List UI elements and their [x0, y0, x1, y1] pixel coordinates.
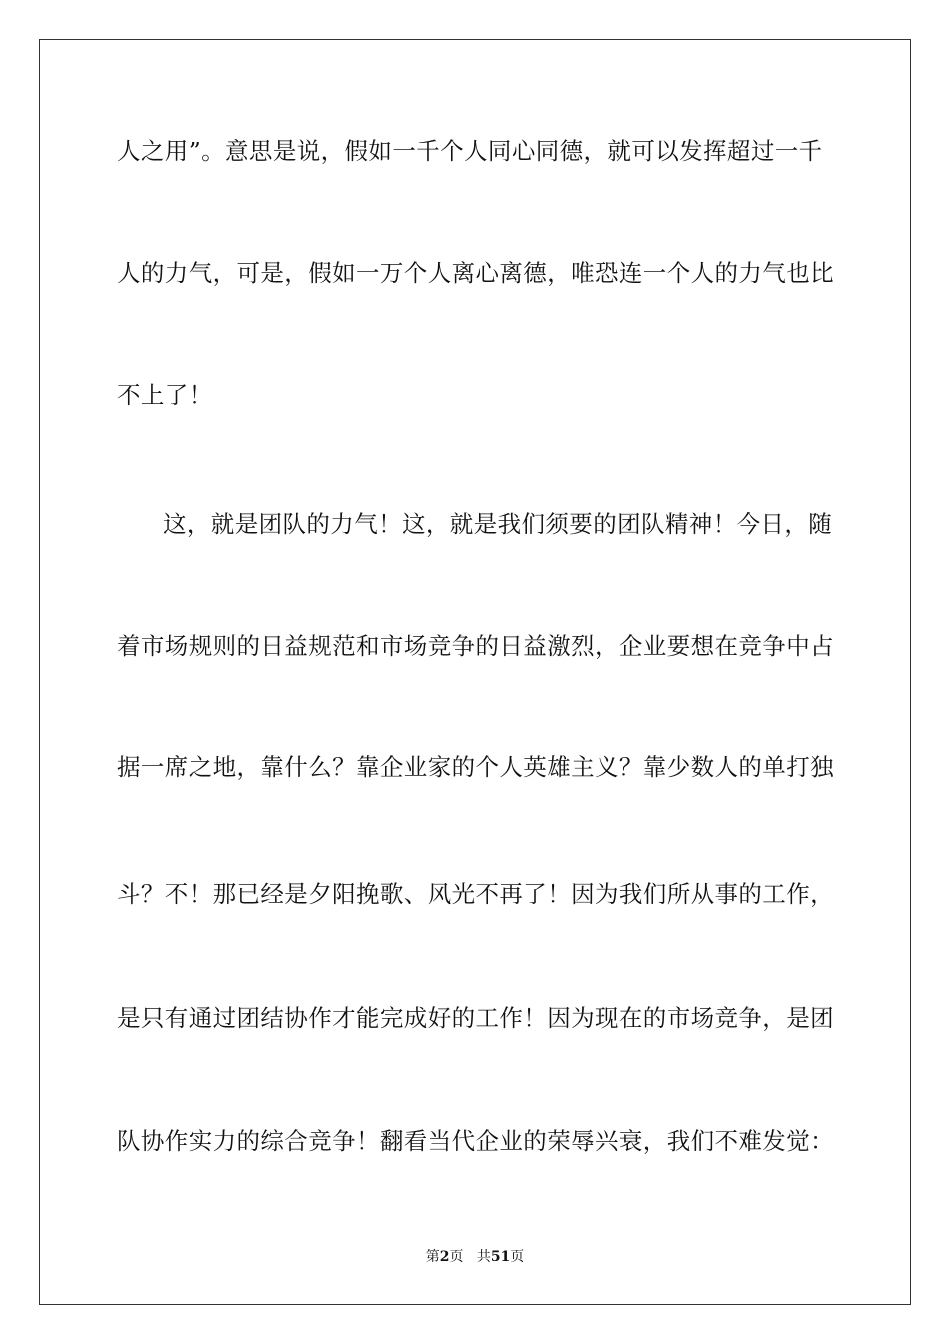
text-line: 人的力气，可是，假如一万个人离心离德，唯恐连一个人的力气也比 — [117, 259, 834, 287]
total-prefix: 共 — [476, 1249, 491, 1265]
total-pages: 51 — [490, 1249, 511, 1265]
total-suffix: 页 — [510, 1249, 525, 1265]
page-number: 2 — [439, 1249, 450, 1265]
page-suffix: 页 — [449, 1249, 464, 1265]
paragraph-first-line: 这，就是团队的力气！这，就是我们须要的团队精神！今日，随 — [163, 510, 833, 538]
text-line: 队协作实力的综合竞争！翻看当代企业的荣辱兴衰，我们不难发觉： — [117, 1127, 834, 1155]
text-line: 斗？不！那已经是夕阳挽歌、风光不再了！因为我们所从事的工作， — [117, 880, 834, 908]
text-line: 据一席之地，靠什么？靠企业家的个人英雄主义？靠少数人的单打独 — [117, 753, 834, 781]
page-footer — [0, 1247, 950, 1267]
page-border — [39, 39, 911, 1305]
text-line: 着市场规则的日益规范和市场竞争的日益激烈，企业要想在竞争中占 — [117, 632, 834, 660]
page-prefix: 第 — [425, 1249, 440, 1265]
text-line: 是只有通过团结协作才能完成好的工作！因为现在的市场竞争，是团 — [117, 1004, 834, 1032]
text-line: 人之用”。意思是说，假如一千个人同心同德，就可以发挥超过一千 — [117, 137, 823, 165]
text-line: 不上了！ — [117, 381, 213, 409]
